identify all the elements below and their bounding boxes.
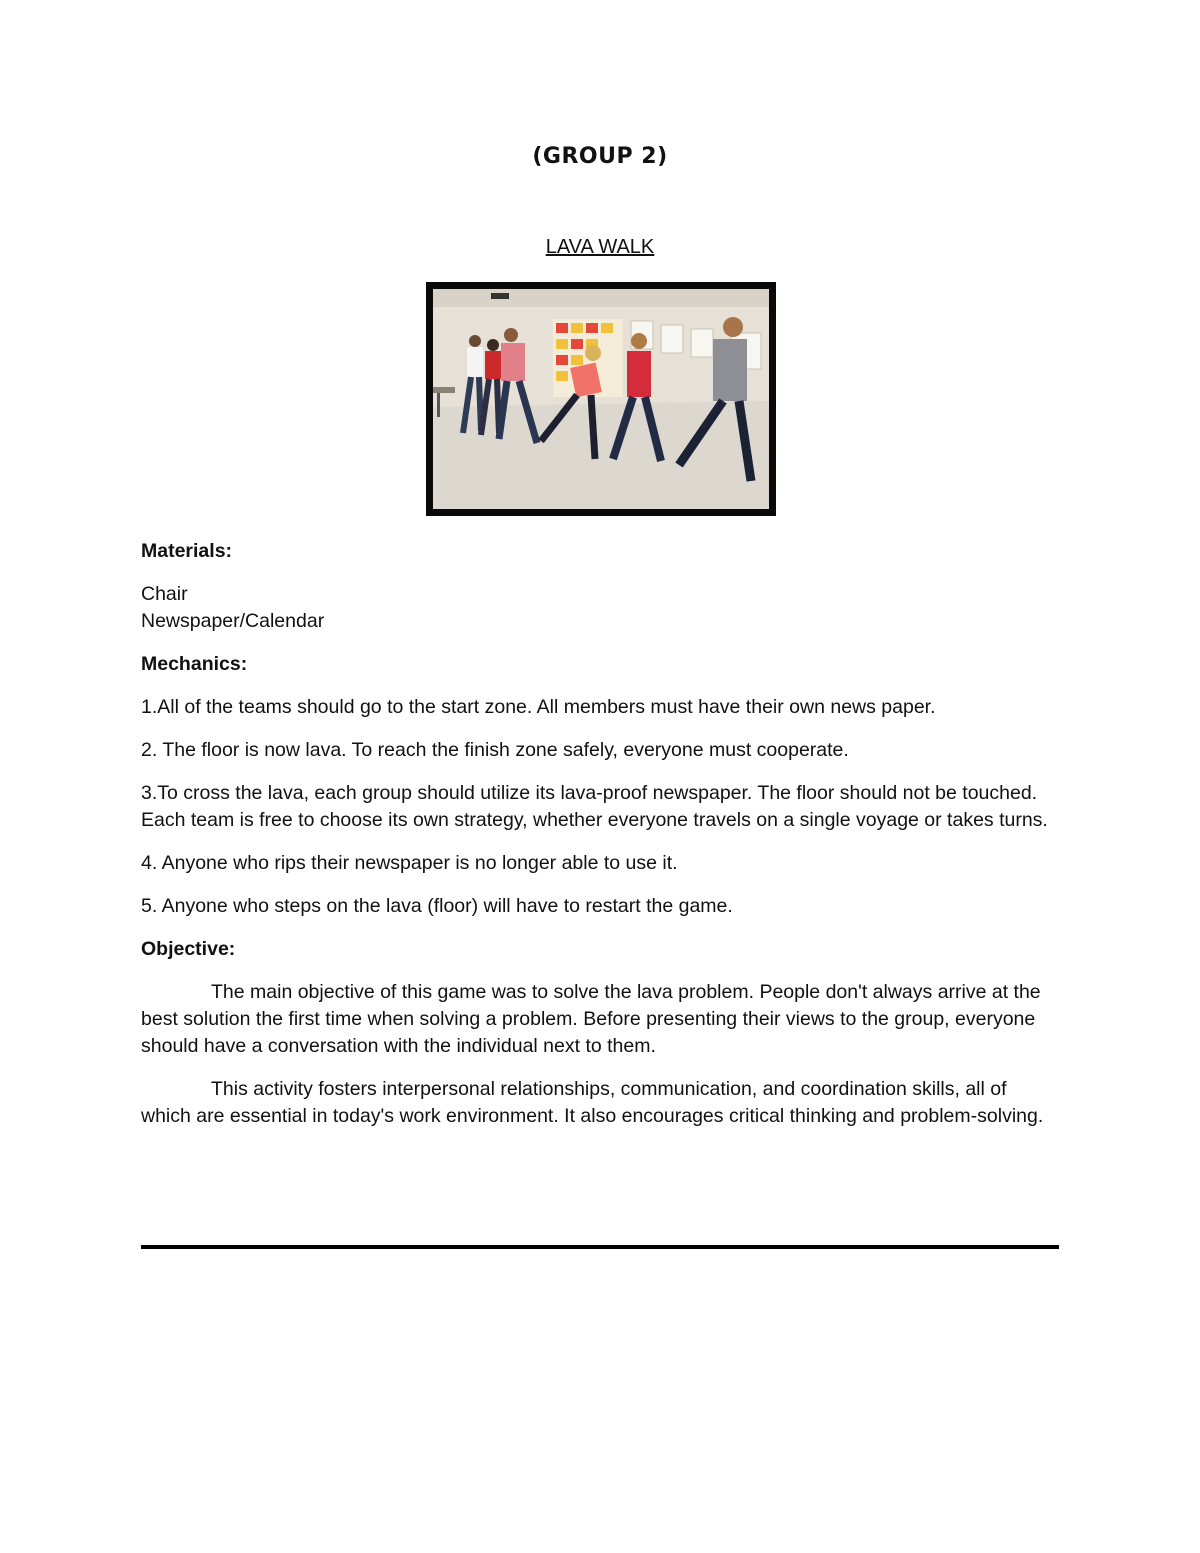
materials-item-newspaper: Newspaper/Calendar <box>141 610 325 632</box>
lava-walk-photo <box>426 282 776 516</box>
group-activity-photo-icon <box>433 289 769 509</box>
materials-heading: Materials: <box>141 540 233 562</box>
document-title: LAVA WALK <box>545 236 655 258</box>
materials-item-chair: Chair <box>141 583 188 605</box>
mechanics-step-3: 3.To cross the lava, each group should utilize its lava-proof newspaper. The floor should not be touched. Each team is free to choose its own strategy, whether everyone travels on a single voyage or takes turns. <box>141 782 1048 831</box>
objective-paragraph-1: The main objective of this game was to solve the lava problem. People don't always arrive at the best solution the first time when solving a problem. Before presenting their views to the group, everyone should have a conversation with the individual next to them. <box>141 981 1041 1057</box>
group-title: (GROUP 2) <box>532 144 668 169</box>
horizontal-rule <box>141 1245 1059 1249</box>
mechanics-step-1: 1.All of the teams should go to the start zone. All members must have their own news paper. <box>141 696 936 718</box>
objective-paragraph-2: This activity fosters interpersonal relationships, communication, and coordination skills, all of which are essential in today's work environment. It also encourages critical thinking and problem-solving. <box>141 1078 1044 1127</box>
mechanics-step-2: 2. The floor is now lava. To reach the finish zone safely, everyone must cooperate. <box>141 739 849 761</box>
mechanics-heading: Mechanics: <box>141 653 248 675</box>
objective-heading: Objective: <box>141 938 236 960</box>
document-body <box>141 538 1061 1130</box>
mechanics-step-5: 5. Anyone who steps on the lava (floor) will have to restart the game. <box>141 895 733 917</box>
mechanics-step-4: 4. Anyone who rips their newspaper is no longer able to use it. <box>141 852 678 874</box>
